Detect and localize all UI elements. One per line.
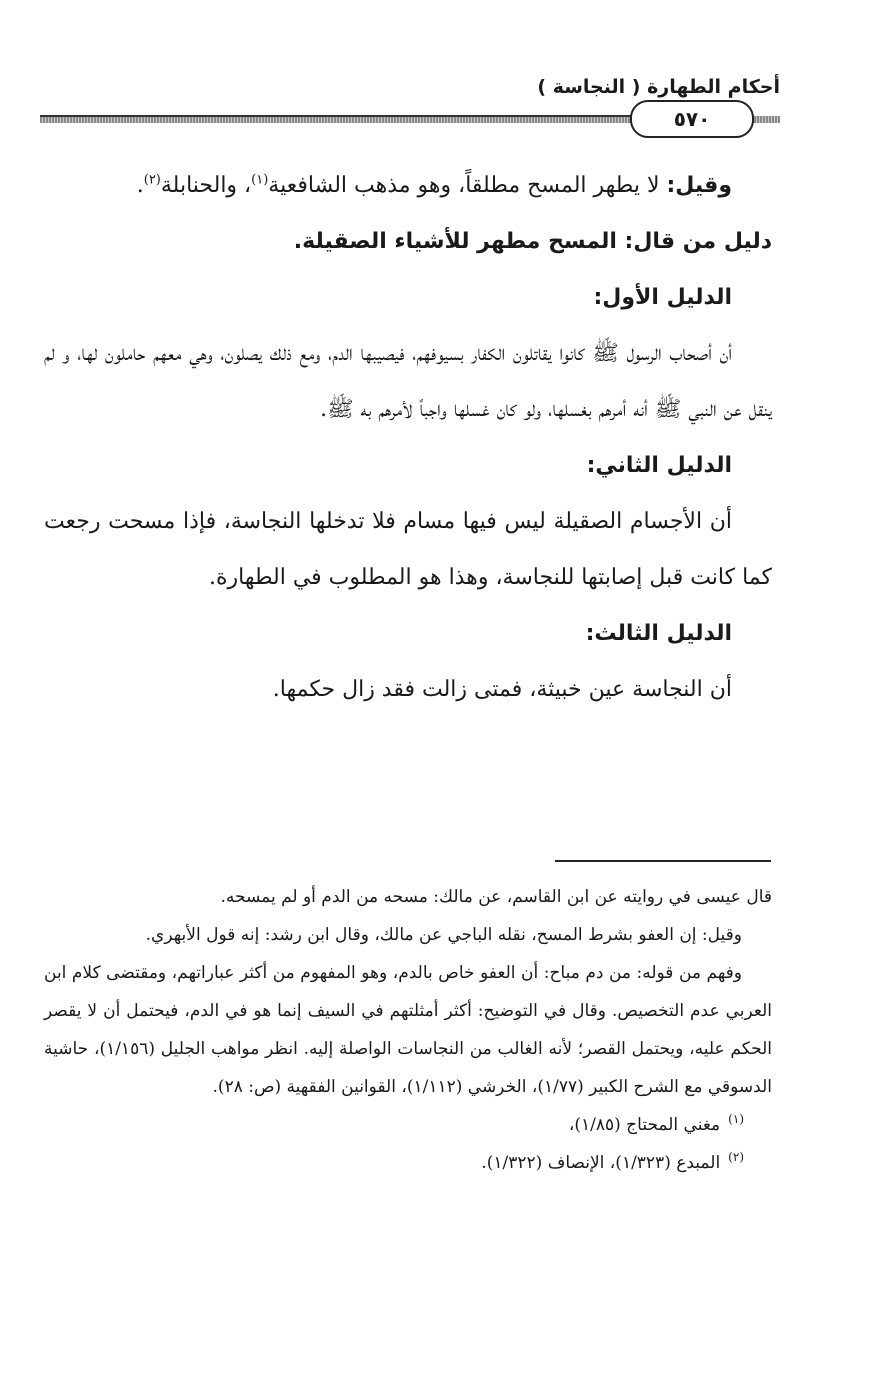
footnote-1-number: (١): [728, 1112, 744, 1127]
paragraph-first-proof: أن أصحاب الرسول ﷺ كانوا يقاتلون الكفار بسيوفهم، فيصيبها الدم، ومع ذلك يصلون، وهي معهم حاملون لها، و لم ينقل عن النبي ﷺ أنه أمرهم بغسلها، ولو كان غسلها واجباً لأمرهم به ﷺ.: [44, 341, 772, 422]
footnote-ref-1[interactable]: (١): [251, 172, 269, 188]
paragraph-opinion: [44, 158, 772, 214]
opinion-text: لا يطهر المسح مطلقاً، وهو مذهب الشافعية: [268, 173, 667, 198]
footnote-ref-2[interactable]: (٢): [143, 172, 161, 188]
opinion-lead: وقيل:: [666, 173, 732, 198]
paragraph-third-proof: أن النجاسة عين خبيثة، فمتى زالت فقد زال حكمها.: [272, 677, 732, 702]
footnote-separator: [555, 860, 771, 862]
main-text: [44, 158, 772, 718]
page-number-badge: [630, 100, 754, 138]
paragraph-second-proof: أن الأجسام الصقيلة ليس فيها مسام فلا تدخلها النجاسة، فإذا مسحت رجعت كما كانت قبل إصابتها للنجاسة، وهذا هو المطلوب في الطهارة.: [44, 509, 772, 590]
header-rule: [40, 115, 660, 117]
footnote-1: [44, 1106, 772, 1144]
footnote-2-text: المبدع (١/٣٢٣)، الإنصاف (١/٣٢٢).: [481, 1153, 721, 1173]
footnote-continuation-3: وفهم من قوله: من دم مباح: أن العفو خاص بالدم، وهو المفهوم من أكثر عباراتهم، ومقتضى كلام ابن العربي عدم التخصيص. وقال في التوضيح: أكثر أمثلتهم في السيف إنما هو في الدم، فيحتمل أن لا يقصر الحكم عليه، ويحتمل القصر؛ لأنه الغالب من النجاسات الواصلة إليه. انظر مواهب الجليل (١/١٥٦)، حاشية الدسوقي مع الشرح الكبير (١/٧٧)، الخرشي (١/١١٢)، القوانين الفقهية (ص: ٢٨).: [44, 963, 772, 1097]
heading-third-proof: الدليل الثالث:: [585, 621, 732, 646]
opinion-end: .: [136, 173, 144, 198]
footnote-2: [44, 1144, 772, 1182]
footnote-2-number: (٢): [728, 1150, 744, 1165]
heading-second-proof: الدليل الثاني:: [586, 453, 732, 478]
running-title: أحكام الطهارة ( النجاسة ): [537, 76, 780, 98]
section-heading: دليل من قال: المسح مطهر للأشياء الصقيلة.: [293, 229, 772, 254]
footnote-continuation-2: وقيل: إن العفو بشرط المسح، نقله الباجي عن مالك، وقال ابن رشد: إنه قول الأبهري.: [145, 925, 742, 945]
page-number: ٥٧٠: [673, 107, 711, 131]
page-header: [40, 70, 780, 140]
footnote-1-text: مغني المحتاج (١/٨٥)،: [568, 1115, 721, 1135]
footnotes: [44, 878, 772, 1182]
opinion-mid: ، والحنابلة: [160, 173, 252, 198]
footnote-continuation-1: قال عيسى في روايته عن ابن القاسم، عن مالك: مسحه من الدم أو لم يمسحه.: [220, 887, 772, 907]
heading-first-proof: الدليل الأول:: [593, 285, 732, 310]
